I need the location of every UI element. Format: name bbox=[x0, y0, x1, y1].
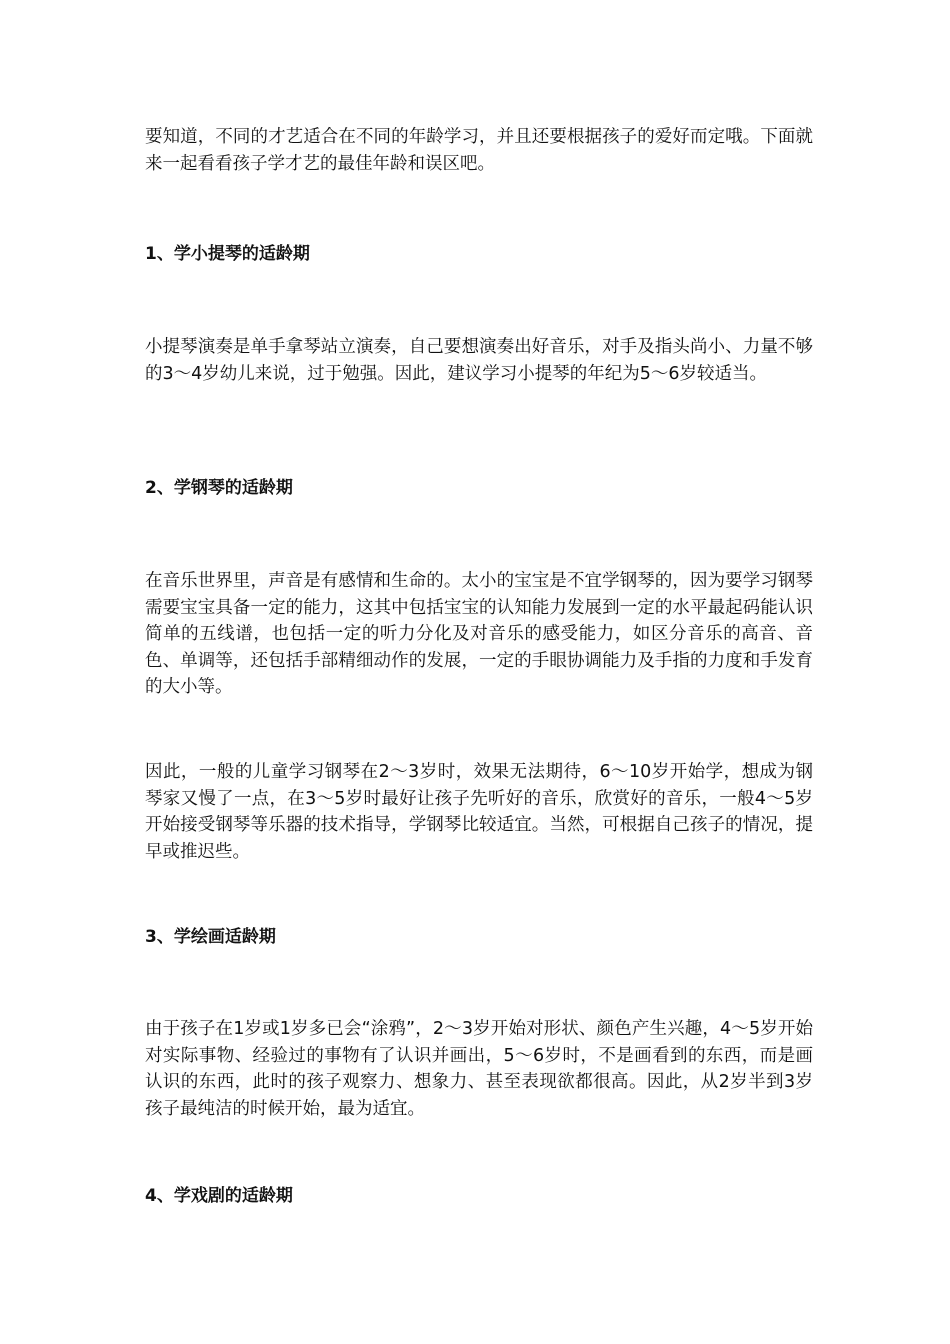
intro-paragraph: 要知道，不同的才艺适合在不同的年龄学习，并且还要根据孩子的爱好而定哦。下面就来一起看看孩子学才艺的最佳年龄和误区吧。 bbox=[145, 127, 813, 174]
piano-paragraph-2: 因此，一般的儿童学习钢琴在2～3岁时，效果无法期待，6～10岁开始学，想成为钢琴家又慢了一点，在3～5岁时最好让孩子先听好的音乐，欣赏好的音乐，一般4～5岁开始接受钢琴等乐器的技术指导，学钢琴比较适宜。当然，可根据自己孩子的情况，提早或推迟些。 bbox=[145, 762, 813, 862]
violin-paragraph: 小提琴演奏是单手拿琴站立演奏，自己要想演奏出好音乐，对手及指头尚小、力量不够的3～4岁幼儿来说，过于勉强。因此，建议学习小提琴的年纪为5～6岁较适当。 bbox=[145, 337, 813, 384]
piano-paragraph-1: 在音乐世界里，声音是有感情和生命的。太小的宝宝是不宜学钢琴的，因为要学习钢琴需要宝宝具备一定的能力，这其中包括宝宝的认知能力发展到一定的水平最起码能认识简单的五线谱，也包括一定的听力分化及对音乐的感受能力，如区分音乐的高音、音色、单调等，还包括手部精细动作的发展，一定的手眼协调能力及手指的力度和手发育的大小等。 bbox=[145, 571, 813, 697]
painting-paragraph: 由于孩子在1岁或1岁多已会“涂鸦”，2～3岁开始对形状、颜色产生兴趣，4～5岁开始对实际事物、经验过的事物有了认识并画出，5～6岁时，不是画看到的东西，而是画认识的东西，此时的孩子观察力、想象力、甚至表现欲都很高。因此，从2岁半到3岁孩子最纯洁的时候开始，最为适宜。 bbox=[145, 1019, 813, 1119]
section-heading-painting: 3、学绘画适龄期 bbox=[145, 927, 276, 947]
section-heading-piano: 2、学钢琴的适龄期 bbox=[145, 478, 293, 498]
section-heading-violin: 1、学小提琴的适龄期 bbox=[145, 244, 310, 264]
section-heading-drama: 4、学戏剧的适龄期 bbox=[145, 1186, 293, 1206]
